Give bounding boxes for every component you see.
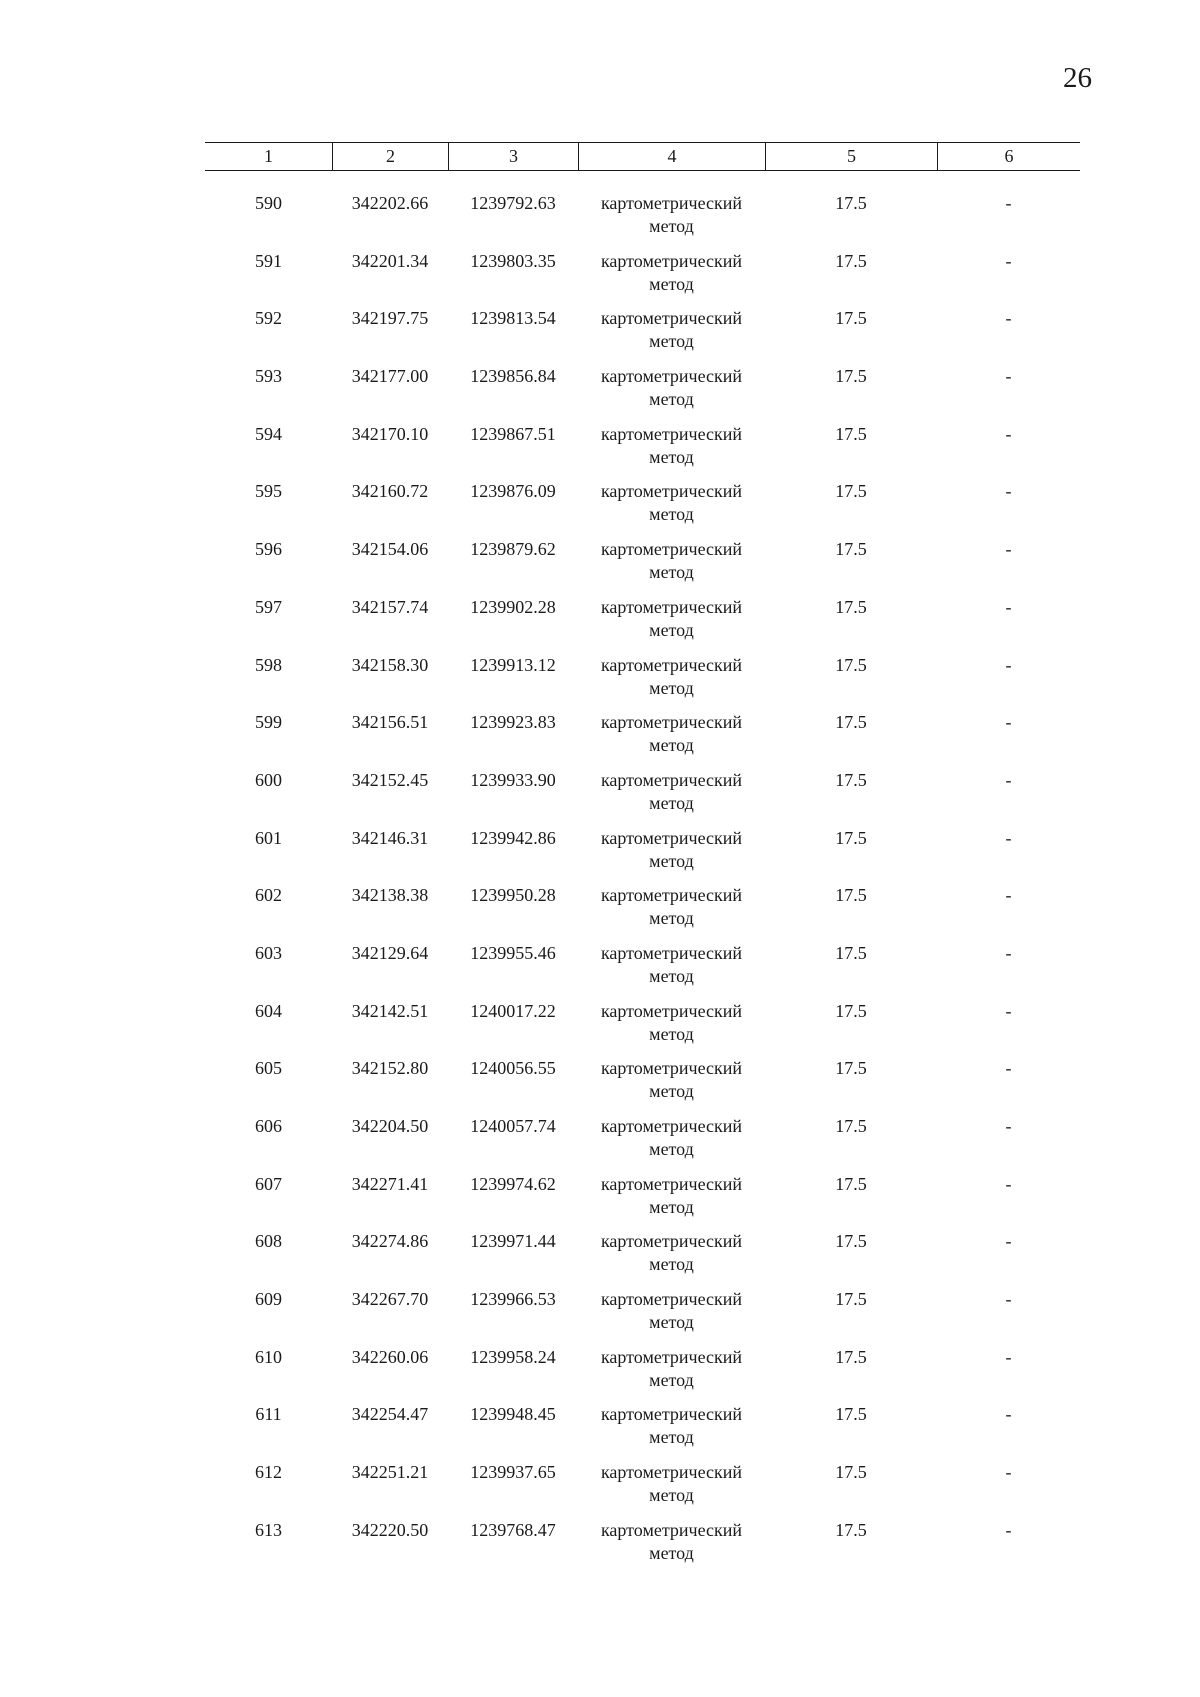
method-line-2: метод	[649, 619, 694, 640]
method-cell	[578, 1230, 765, 1288]
column-header-1: 1	[264, 146, 273, 166]
description-cell: -	[1005, 481, 1012, 502]
description-cell: -	[1005, 1231, 1012, 1252]
method-line-2: метод	[649, 273, 694, 294]
method-line-1: картометрический	[600, 1404, 743, 1425]
point-number-cell: 602	[255, 885, 282, 906]
description-cell: -	[1005, 885, 1012, 906]
y-coordinate-cell: 1239867.51	[470, 423, 556, 444]
method-line-1: картометрический	[600, 1289, 743, 1310]
description-cell: -	[1005, 1058, 1012, 1079]
accuracy-cell: 17.5	[835, 1289, 867, 1310]
x-coordinate-cell: 342138.38	[351, 885, 429, 906]
method-line-2: метод	[649, 446, 694, 467]
method-line-1: картометрический	[600, 769, 743, 790]
method-line-1: картометрический	[600, 1462, 743, 1483]
accuracy-cell: 17.5	[835, 712, 867, 733]
method-line-2: метод	[649, 216, 694, 236]
x-coordinate-cell: 342170.10	[351, 423, 429, 444]
description-cell: -	[1005, 769, 1012, 790]
method-line-2: метод	[649, 1139, 694, 1159]
table-row	[205, 1519, 1080, 1577]
description-cell: -	[1005, 1462, 1012, 1483]
y-coordinate-cell: 1239879.62	[470, 539, 556, 560]
method-line-1: картометрический	[600, 308, 743, 329]
method-line-1: картометрический	[600, 1116, 743, 1136]
method-line-2: метод	[649, 504, 694, 525]
method-cell	[578, 654, 765, 712]
column-header-6: 6	[937, 143, 1080, 170]
accuracy-cell: 17.5	[835, 885, 867, 906]
x-coordinate-cell: 342251.21	[351, 1462, 429, 1483]
method-line-1: картометрический	[600, 885, 743, 906]
accuracy-cell: 17.5	[835, 942, 867, 963]
method-cell	[578, 423, 765, 481]
y-coordinate-cell: 1240017.22	[470, 1000, 556, 1021]
point-number-cell: 605	[255, 1058, 282, 1079]
y-coordinate-cell: 1240057.74	[470, 1116, 556, 1136]
method-line-1: картометрический	[600, 193, 743, 213]
method-line-2: метод	[649, 1485, 694, 1506]
method-line-2: метод	[649, 792, 694, 813]
table-row	[205, 1000, 1080, 1058]
accuracy-cell: 17.5	[835, 1462, 867, 1483]
method-line-2: метод	[649, 1081, 694, 1102]
method-line-1: картометрический	[600, 654, 743, 675]
method-cell	[578, 365, 765, 423]
method-cell	[578, 250, 765, 308]
accuracy-cell: 17.5	[835, 423, 867, 444]
y-coordinate-cell: 1239813.54	[470, 308, 556, 329]
y-coordinate-cell: 1239974.62	[470, 1173, 556, 1194]
method-line-2: метод	[649, 389, 694, 410]
point-number-cell: 601	[255, 827, 282, 848]
table-row	[205, 884, 1080, 942]
description-cell: -	[1005, 942, 1012, 963]
x-coordinate-cell: 342254.47	[351, 1404, 429, 1425]
accuracy-cell: 17.5	[835, 1173, 867, 1194]
description-cell: -	[1005, 712, 1012, 733]
y-coordinate-cell: 1239856.84	[470, 366, 556, 387]
accuracy-cell: 17.5	[835, 1519, 867, 1540]
y-coordinate-cell: 1239966.53	[470, 1289, 556, 1310]
description-cell: -	[1005, 423, 1012, 444]
x-coordinate-cell: 342129.64	[351, 942, 429, 963]
table-row	[205, 596, 1080, 654]
point-number-cell: 598	[255, 654, 282, 675]
point-number-cell: 590	[255, 193, 282, 213]
y-coordinate-cell: 1239876.09	[470, 481, 556, 502]
point-number-cell: 611	[255, 1404, 282, 1425]
method-line-2: метод	[649, 1369, 694, 1390]
point-number-cell: 607	[255, 1173, 282, 1194]
description-cell: -	[1005, 596, 1012, 617]
method-cell	[578, 1519, 765, 1577]
description-cell: -	[1005, 539, 1012, 560]
column-header-3: 3	[448, 143, 578, 170]
point-number-cell: 603	[255, 942, 282, 963]
y-coordinate-cell: 1239913.12	[470, 654, 556, 675]
method-line-2: метод	[649, 1542, 694, 1563]
x-coordinate-cell: 342177.00	[351, 366, 429, 387]
point-number-cell: 600	[255, 769, 282, 790]
y-coordinate-cell: 1239948.45	[470, 1404, 556, 1425]
method-cell	[578, 1000, 765, 1058]
accuracy-cell: 17.5	[835, 1346, 867, 1367]
description-cell: -	[1005, 366, 1012, 387]
accuracy-cell: 17.5	[835, 481, 867, 502]
description-cell: -	[1005, 1289, 1012, 1310]
point-number-cell: 595	[255, 481, 282, 502]
point-number-cell: 608	[255, 1231, 282, 1252]
table-row	[205, 654, 1080, 712]
method-line-2: метод	[649, 1427, 694, 1448]
method-cell	[578, 827, 765, 885]
point-number-cell: 609	[255, 1289, 282, 1310]
method-line-1: картометрический	[600, 1519, 743, 1540]
table-row	[205, 423, 1080, 481]
method-cell	[578, 1346, 765, 1404]
method-line-2: метод	[649, 1312, 694, 1333]
table-row	[205, 480, 1080, 538]
point-number-cell: 604	[255, 1000, 282, 1021]
column-header-5: 5	[765, 143, 937, 170]
y-coordinate-cell: 1239792.63	[470, 193, 556, 213]
method-cell	[578, 596, 765, 654]
accuracy-cell: 17.5	[835, 1116, 867, 1136]
y-coordinate-cell: 1239958.24	[470, 1346, 556, 1367]
method-line-1: картометрический	[600, 366, 743, 387]
method-cell	[578, 1115, 765, 1173]
x-coordinate-cell: 342152.45	[351, 769, 429, 790]
column-header-2: 2	[332, 143, 448, 170]
table-row	[205, 1057, 1080, 1115]
y-coordinate-cell: 1239933.90	[470, 769, 556, 790]
method-cell	[578, 307, 765, 365]
accuracy-cell: 17.5	[835, 539, 867, 560]
method-cell	[578, 884, 765, 942]
accuracy-cell: 17.5	[835, 827, 867, 848]
method-line-2: метод	[649, 677, 694, 698]
x-coordinate-cell: 342146.31	[351, 827, 429, 848]
y-coordinate-cell: 1239923.83	[470, 712, 556, 733]
y-coordinate-cell: 1239803.35	[470, 250, 556, 271]
method-cell	[578, 942, 765, 1000]
y-coordinate-cell: 1239942.86	[470, 827, 556, 848]
page-number: 26	[1063, 62, 1092, 94]
accuracy-cell: 17.5	[835, 1058, 867, 1079]
column-header-4: 4	[578, 143, 765, 170]
table-row	[205, 769, 1080, 827]
x-coordinate-cell: 342152.80	[351, 1058, 429, 1079]
method-line-1: картометрический	[600, 1058, 743, 1079]
method-line-1: картометрический	[600, 1231, 743, 1252]
description-cell: -	[1005, 1404, 1012, 1425]
method-line-2: метод	[649, 735, 694, 756]
accuracy-cell: 17.5	[835, 366, 867, 387]
method-line-2: метод	[649, 850, 694, 871]
table-row	[205, 711, 1080, 769]
description-cell: -	[1005, 1519, 1012, 1540]
x-coordinate-cell: 342260.06	[351, 1346, 429, 1367]
x-coordinate-cell: 342271.41	[351, 1173, 429, 1194]
y-coordinate-cell: 1239955.46	[470, 942, 556, 963]
method-cell	[578, 1461, 765, 1519]
x-coordinate-cell: 342157.74	[351, 596, 429, 617]
accuracy-cell: 17.5	[835, 654, 867, 675]
x-coordinate-cell: 342160.72	[351, 481, 429, 502]
table-row	[205, 538, 1080, 596]
table-row	[205, 1403, 1080, 1461]
accuracy-cell: 17.5	[835, 1404, 867, 1425]
point-number-cell: 597	[255, 596, 282, 617]
method-line-2: метод	[649, 1023, 694, 1044]
point-number-cell: 610	[255, 1346, 282, 1367]
table-row	[205, 307, 1080, 365]
table-row	[205, 365, 1080, 423]
x-coordinate-cell: 342201.34	[351, 250, 429, 271]
method-line-1: картометрический	[600, 596, 743, 617]
x-coordinate-cell: 342158.30	[351, 654, 429, 675]
x-coordinate-cell: 342220.50	[351, 1519, 429, 1540]
point-number-cell: 592	[255, 308, 282, 329]
y-coordinate-cell: 1239768.47	[470, 1519, 556, 1540]
description-cell: -	[1005, 193, 1012, 213]
point-number-cell: 599	[255, 712, 282, 733]
point-number-cell: 596	[255, 539, 282, 560]
description-cell: -	[1005, 1173, 1012, 1194]
coordinates-table	[205, 142, 1080, 1577]
table-row	[205, 250, 1080, 308]
description-cell: -	[1005, 827, 1012, 848]
method-line-2: метод	[649, 562, 694, 583]
accuracy-cell: 17.5	[835, 596, 867, 617]
table-body	[205, 192, 1080, 1577]
table-row	[205, 1288, 1080, 1346]
method-line-1: картометрический	[600, 1000, 743, 1021]
method-cell	[578, 769, 765, 827]
table-row	[205, 1173, 1080, 1231]
accuracy-cell: 17.5	[835, 1000, 867, 1021]
point-number-cell: 591	[255, 250, 282, 271]
method-cell	[578, 480, 765, 538]
method-line-1: картометрический	[600, 1173, 743, 1194]
method-line-2: метод	[649, 1254, 694, 1275]
accuracy-cell: 17.5	[835, 1231, 867, 1252]
method-cell	[578, 538, 765, 596]
description-cell: -	[1005, 654, 1012, 675]
point-number-cell: 594	[255, 423, 282, 444]
method-cell	[578, 1403, 765, 1461]
method-line-1: картометрический	[600, 712, 743, 733]
accuracy-cell: 17.5	[835, 769, 867, 790]
point-number-cell: 593	[255, 366, 282, 387]
description-cell: -	[1005, 308, 1012, 329]
table-row	[205, 1461, 1080, 1519]
method-line-1: картометрический	[600, 481, 743, 502]
method-line-1: картометрический	[600, 1346, 743, 1367]
method-line-1: картометрический	[600, 250, 743, 271]
method-cell	[578, 1173, 765, 1231]
description-cell: -	[1005, 1000, 1012, 1021]
method-line-2: метод	[649, 1196, 694, 1217]
table-row	[205, 1346, 1080, 1404]
y-coordinate-cell: 1239950.28	[470, 885, 556, 906]
x-coordinate-cell: 342156.51	[351, 712, 429, 733]
description-cell: -	[1005, 1346, 1012, 1367]
method-line-1: картометрический	[600, 423, 743, 444]
method-line-2: метод	[649, 965, 694, 986]
x-coordinate-cell: 342202.66	[351, 193, 429, 213]
description-cell: -	[1005, 250, 1012, 271]
method-line-1: картометрический	[600, 827, 743, 848]
table-row	[205, 1115, 1080, 1173]
point-number-cell: 612	[255, 1462, 282, 1483]
table-row	[205, 942, 1080, 1000]
description-cell: -	[1005, 1116, 1012, 1136]
method-cell	[578, 711, 765, 769]
point-number-cell: 606	[255, 1116, 282, 1136]
x-coordinate-cell: 342204.50	[351, 1116, 429, 1136]
table-row	[205, 1230, 1080, 1288]
method-line-2: метод	[649, 331, 694, 352]
accuracy-cell: 17.5	[835, 308, 867, 329]
method-line-2: метод	[649, 908, 694, 929]
point-number-cell: 613	[255, 1519, 282, 1540]
accuracy-cell: 17.5	[835, 193, 867, 213]
method-cell	[578, 192, 765, 250]
x-coordinate-cell: 342142.51	[351, 1000, 429, 1021]
method-line-1: картометрический	[600, 942, 743, 963]
y-coordinate-cell: 1239902.28	[470, 596, 556, 617]
table-header	[205, 142, 1080, 171]
y-coordinate-cell: 1239971.44	[470, 1231, 556, 1252]
x-coordinate-cell: 342197.75	[351, 308, 429, 329]
accuracy-cell: 17.5	[835, 250, 867, 271]
x-coordinate-cell: 342267.70	[351, 1289, 429, 1310]
method-line-1: картометрический	[600, 539, 743, 560]
method-cell	[578, 1288, 765, 1346]
y-coordinate-cell: 1240056.55	[470, 1058, 556, 1079]
y-coordinate-cell: 1239937.65	[470, 1462, 556, 1483]
table-row	[205, 827, 1080, 885]
x-coordinate-cell: 342154.06	[351, 539, 429, 560]
x-coordinate-cell: 342274.86	[351, 1231, 429, 1252]
method-cell	[578, 1057, 765, 1115]
table-row	[205, 192, 1080, 250]
